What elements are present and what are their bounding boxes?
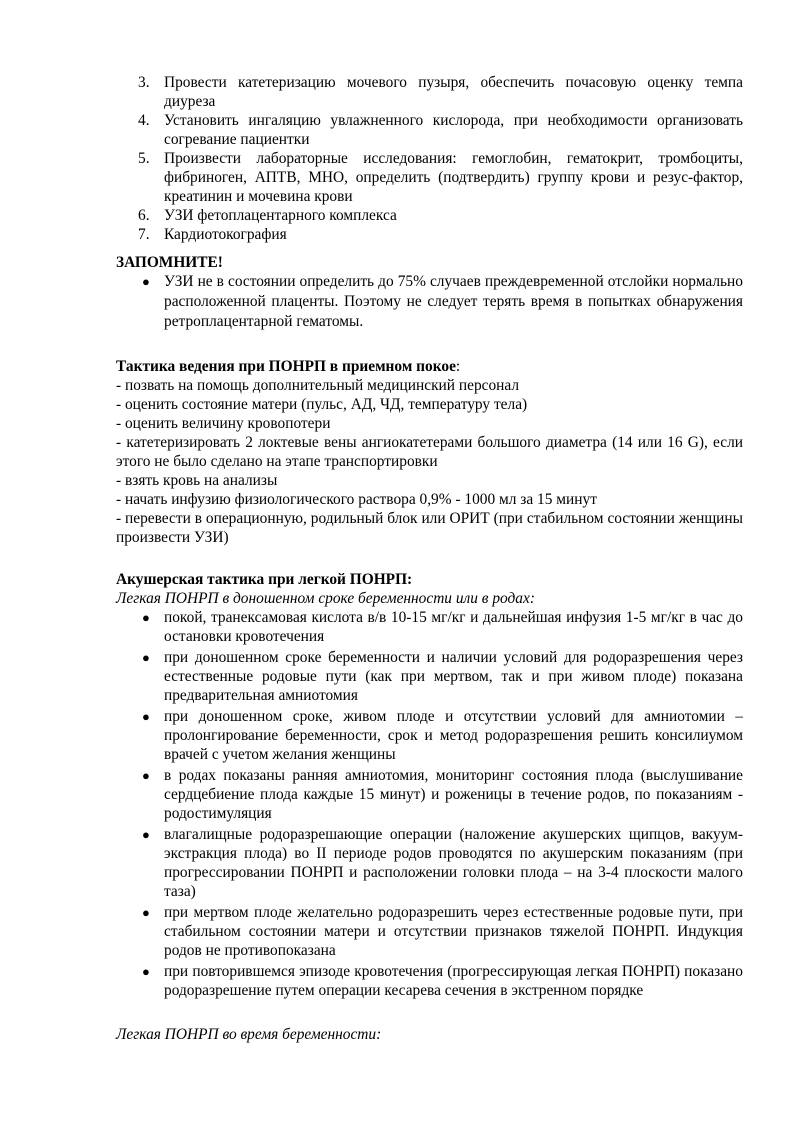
admission-line: - оценить величину кровопотери [116, 415, 331, 432]
list-item [116, 903, 743, 960]
list-item [116, 111, 743, 149]
list-item [116, 206, 743, 225]
remember-heading: ЗАПОМНИТЕ! [116, 254, 223, 271]
bullet-icon: ● [142, 650, 150, 665]
admission-line: - позвать на помощь дополнительный медицинский персонал [116, 377, 520, 394]
list-text: при доношенном сроке беременности и наличии условий для родоразрешения через естественные родовые пути (как при мертвом, так и при живом плоде) показана предварительная амниотомия [164, 649, 743, 704]
document-page [116, 73, 743, 1044]
list-item [116, 149, 743, 206]
admission-line: - начать инфузию физиологического раствора 0,9% - 1000 мл за 15 минут [116, 491, 597, 508]
list-item [116, 225, 743, 244]
list-text: Провести катетеризацию мочевого пузыря, обеспечить почасовую оценку темпа диуреза [164, 74, 743, 110]
bullet-icon: ● [142, 709, 150, 724]
numbered-list [116, 73, 743, 244]
bullet-icon: ● [142, 274, 150, 289]
admission-line: - катетеризировать 2 локтевые вены ангиокатетерами большого диаметра (14 или 16 G), если этого не было сделано на этапе транспортировки [116, 434, 743, 470]
admission-line: - перевести в операционную, родильный блок или ОРИТ (при стабильном состоянии женщины произвести УЗИ) [116, 510, 743, 546]
list-item [116, 608, 743, 646]
bullet-icon: ● [142, 768, 150, 783]
list-text: покой, транексамовая кислота в/в 10-15 мг/кг и дальнейшая инфузия 1-5 мг/кг в час до остановки кровотечения [164, 609, 743, 645]
list-item [116, 73, 743, 111]
list-text: Произвести лабораторные исследования: гемоглобин, гематокрит, тромбоциты, фибриноген, АПТВ, МНО, определить (подтвердить) группу крови и резус-фактор, креатинин и мочевина крови [164, 150, 743, 205]
list-text: Кардиотокография [164, 226, 287, 243]
list-text: при доношенном сроке, живом плоде и отсутствии условий для амниотомии – пролонгирование беременности, срок и метод родоразрешения решить консилиумом врачей с учетом желания женщины [164, 708, 743, 763]
list-number: 6. [138, 207, 150, 224]
admission-line: - взять кровь на анализы [116, 472, 278, 489]
obstetric-list [116, 608, 743, 1000]
list-item [116, 825, 743, 901]
list-number: 5. [138, 150, 150, 167]
bullet-icon: ● [142, 964, 150, 979]
obstetric-subtitle: Легкая ПОНРП в доношенном сроке беременности или в родах: [116, 590, 535, 607]
obstetric-heading: Акушерская тактика при легкой ПОНРП: [116, 571, 413, 588]
list-item [116, 272, 743, 332]
list-item [116, 648, 743, 705]
list-text: влагалищные родоразрешающие операции (наложение акушерских щипцов, вакуум-экстракция плода) во II периоде родов проводятся по акушерским показаниям (при прогрессировании ПОНРП и расположении головки плода – на 3-4 плоскости малого таза) [164, 826, 743, 900]
bullet-icon: ● [142, 610, 150, 625]
admission-heading: Тактика ведения при ПОНРП в приемном покое: [116, 358, 461, 375]
pregnancy-subtitle: Легкая ПОНРП во время беременности: [116, 1026, 382, 1043]
list-text: УЗИ не в состоянии определить до 75% случаев преждевременной отслойки нормально расположенной плаценты. Поэтому не следует терять время в попытках обнаружения ретроплацентарной гематомы. [164, 273, 743, 330]
list-item [116, 707, 743, 764]
list-text: УЗИ фетоплацентарного комплекса [164, 207, 397, 224]
list-text: при повторившемся эпизоде кровотечения (прогрессирующая легкая ПОНРП) показано родоразрешение путем операции кесарева сечения в экстренном порядке [164, 963, 743, 999]
list-number: 7. [138, 226, 150, 243]
list-item [116, 962, 743, 1000]
bullet-icon: ● [142, 827, 150, 842]
list-text: Установить ингаляцию увлажненного кислорода, при необходимости организовать согревание пациентки [164, 112, 743, 148]
remember-list [116, 272, 743, 332]
list-item [116, 766, 743, 823]
list-text: в родах показаны ранняя амниотомия, мониторинг состояния плода (выслушивание сердцебиение плода каждые 15 минут) и роженицы в течение родов, по показаниям - родостимуляция [164, 767, 743, 822]
bullet-icon: ● [142, 905, 150, 920]
list-number: 3. [138, 74, 150, 91]
list-text: при мертвом плоде желательно родоразрешить через естественные родовые пути, при стабильном состоянии матери и отсутствии признаков тяжелой ПОНРП. Индукция родов не противопоказана [164, 904, 743, 959]
admission-line: - оценить состояние матери (пульс, АД, ЧД, температуру тела) [116, 396, 528, 413]
list-number: 4. [138, 112, 150, 129]
